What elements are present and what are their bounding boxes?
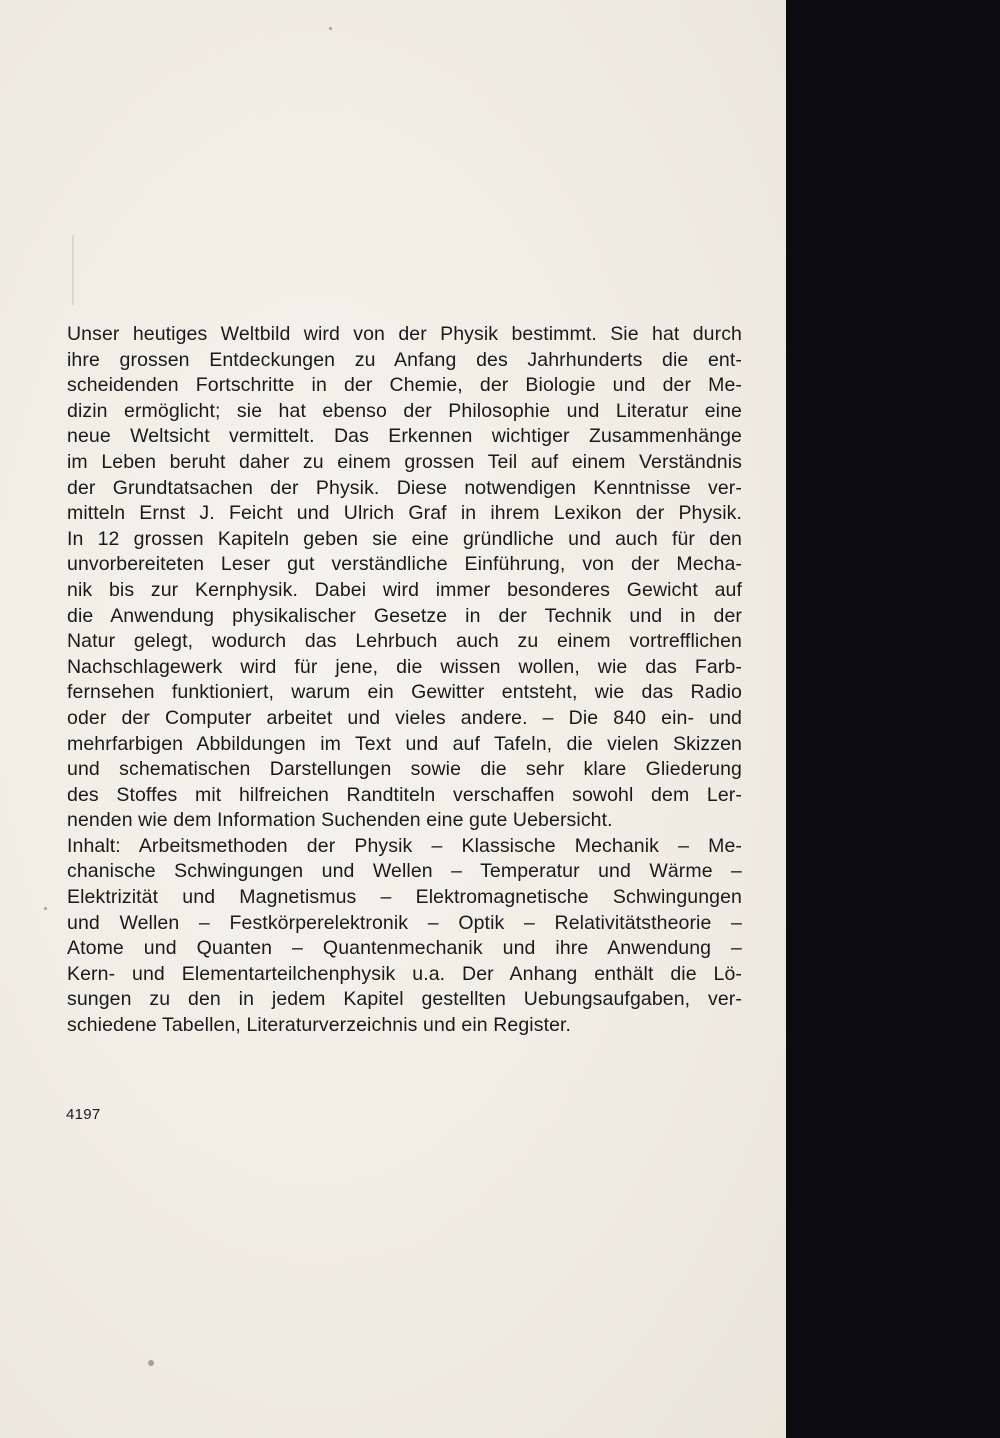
blurb-text xyxy=(67,322,742,1039)
blurb-line: ihre grossen Entdeckungen zu Anfang des Jahrhunderts die ent- xyxy=(67,348,742,371)
contents-line: Elektrizität und Magnetismus – Elektromagnetische Schwingungen xyxy=(67,886,742,909)
contents-line: Atome und Quanten – Quantenmechanik und ihre Anwendung – xyxy=(67,937,742,960)
blurb-line: die Anwendung physikalischer Gesetze in der Technik und in der xyxy=(67,604,742,627)
contents-line: sungen zu den in jedem Kapitel gestellten Uebungsaufgaben, ver- xyxy=(67,988,742,1011)
paper-speck xyxy=(44,907,47,910)
blurb-line: mitteln Ernst J. Feicht und Ulrich Graf in ihrem Lexikon der Physik. xyxy=(67,502,742,525)
contents-line: Kern- und Elementarteilchenphysik u.a. Der Anhang enthält die Lö- xyxy=(67,962,742,985)
blurb-line: im Leben beruht daher zu einem grossen Teil auf einem Verständnis xyxy=(67,450,742,473)
blurb-line: und schematischen Darstellungen sowie die sehr klare Gliederung xyxy=(67,758,742,781)
blurb-line: nik bis zur Kernphysik. Dabei wird immer besonderes Gewicht auf xyxy=(67,578,742,601)
contents-line: chanische Schwingungen und Wellen – Temperatur und Wärme – xyxy=(67,860,742,883)
blurb-line: unvorbereiteten Leser gut verständliche Einführung, von der Mecha- xyxy=(67,553,742,576)
blurb-line: Unser heutiges Weltbild wird von der Physik bestimmt. Sie hat durch xyxy=(67,323,742,345)
catalog-number: 4197 xyxy=(66,1106,101,1123)
paper-speck xyxy=(329,27,332,30)
paper-speck xyxy=(148,1360,154,1366)
blurb-line: oder der Computer arbeitet und vieles andere. – Die 840 ein- und xyxy=(67,706,742,729)
black-spine-strip xyxy=(786,0,1000,1438)
contents-line: Inhalt: Arbeitsmethoden der Physik – Klassische Mechanik – Me- xyxy=(67,834,742,857)
blurb-line: In 12 grossen Kapiteln geben sie eine gründliche und auch für den xyxy=(67,527,742,550)
blurb-line: fernsehen funktioniert, warum ein Gewitter entsteht, wie das Radio xyxy=(67,681,742,704)
blurb-line: dizin ermöglicht; sie hat ebenso der Philosophie und Literatur eine xyxy=(67,399,742,422)
blurb-line: nenden wie dem Information Suchenden eine gute Uebersicht. xyxy=(67,809,613,832)
blurb-line: der Grundtatsachen der Physik. Diese notwendigen Kenntnisse ver- xyxy=(67,476,742,499)
blurb-line: des Stoffes mit hilfreichen Randtiteln verschaffen sowohl dem Ler- xyxy=(67,783,742,806)
blurb-line: mehrfarbigen Abbildungen im Text und auf Tafeln, die vielen Skizzen xyxy=(67,732,742,755)
contents-line: und Wellen – Festkörperelektronik – Optik – Relativitätstheorie – xyxy=(67,911,742,934)
blurb-line: scheidenden Fortschritte in der Chemie, der Biologie und der Me- xyxy=(67,374,742,397)
blurb-line: Natur gelegt, wodurch das Lehrbuch auch zu einem vortrefflichen xyxy=(67,630,742,653)
paper-crease xyxy=(72,235,74,305)
blurb-line: neue Weltsicht vermittelt. Das Erkennen wichtiger Zusammenhänge xyxy=(67,425,742,448)
contents-line: schiedene Tabellen, Literaturverzeichnis und ein Register. xyxy=(67,1014,572,1037)
blurb-line: Nachschlagewerk wird für jene, die wissen wollen, wie das Farb- xyxy=(67,655,742,678)
